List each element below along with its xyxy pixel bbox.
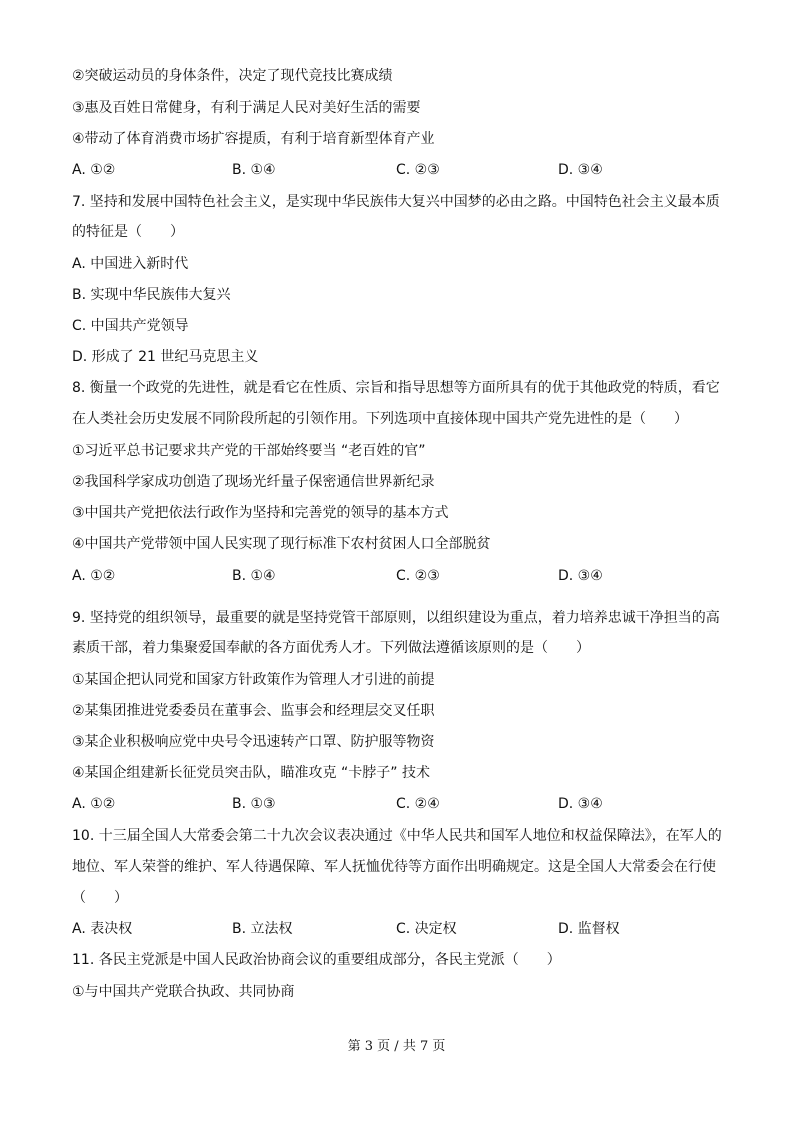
q7-stem-line-2: 的特征是（ ） xyxy=(72,224,184,240)
q6-option-d: D. ③④ xyxy=(558,162,603,178)
q6-item-4: ④带动了体育消费市场扩容提质，有利于培育新型体育产业 xyxy=(72,131,435,147)
q9-stem-line-2: 素质干部，着力集聚爱国奉献的各方面优秀人才。下列做法遵循该原则的是（ ） xyxy=(72,640,590,656)
q9-item-3: ③某企业积极响应党中央号令迅速转产口罩、防护服等物资 xyxy=(72,734,435,750)
q9-option-c: C. ②④ xyxy=(396,796,440,812)
q7-stem-line-1: 7. 坚持和发展中国特色社会主义，是实现中华民族伟大复兴中国梦的必由之路。中国特色社会主义最本质 xyxy=(72,194,720,210)
q7-option-c: C. 中国共产党领导 xyxy=(72,318,189,334)
q9-option-b: B. ①③ xyxy=(232,796,276,812)
q7-option-b: B. 实现中华民族伟大复兴 xyxy=(72,287,231,303)
q9-option-d: D. ③④ xyxy=(558,796,603,812)
q8-item-2: ②我国科学家成功创造了现场光纤量子保密通信世界新纪录 xyxy=(72,474,435,490)
page-number-footer: 第 3 页 / 共 7 页 xyxy=(347,1039,446,1054)
q10-option-d: D. 监督权 xyxy=(558,921,620,937)
q6-item-2: ②突破运动员的身体条件，决定了现代竞技比赛成绩 xyxy=(72,68,393,84)
q8-item-3: ③中国共产党把依法行政作为坚持和完善党的领导的基本方式 xyxy=(72,505,449,521)
q6-option-a: A. ①② xyxy=(72,162,116,178)
q10-option-b: B. 立法权 xyxy=(232,921,293,937)
q8-option-d: D. ③④ xyxy=(558,568,603,584)
q8-option-c: C. ②③ xyxy=(396,568,440,584)
q6-item-3: ③惠及百姓日常健身，有利于满足人民对美好生活的需要 xyxy=(72,100,421,116)
q8-option-a: A. ①② xyxy=(72,568,116,584)
q10-option-a: A. 表决权 xyxy=(72,921,133,937)
q7-option-a: A. 中国进入新时代 xyxy=(72,256,189,272)
q10-stem-line-3: （ ） xyxy=(72,890,128,906)
q10-option-c: C. 决定权 xyxy=(396,921,457,937)
q11-stem-line-1: 11. 各民主党派是中国人民政治协商会议的重要组成部分，各民主党派（ ） xyxy=(72,952,561,968)
q8-item-1: ①习近平总书记要求共产党的干部始终要当 “老百姓的官” xyxy=(72,443,426,459)
q8-item-4: ④中国共产党带领中国人民实现了现行标准下农村贫困人口全部脱贫 xyxy=(72,536,491,552)
q9-item-4: ④某国企组建新长征党员突击队，瞄准攻克 “卡脖子” 技术 xyxy=(72,765,430,781)
q6-option-b: B. ①④ xyxy=(232,162,276,178)
q9-item-1: ①某国企把认同党和国家方针政策作为管理人才引进的前提 xyxy=(72,672,435,688)
q9-option-a: A. ①② xyxy=(72,796,116,812)
q9-item-2: ②某集团推进党委委员在董事会、监事会和经理层交叉任职 xyxy=(72,703,435,719)
q8-stem-line-1: 8. 衡量一个政党的先进性，就是看它在性质、宗旨和指导思想等方面所具有的优于其他政党的特质，看它 xyxy=(72,380,720,396)
q7-option-d: D. 形成了 21 世纪马克思主义 xyxy=(72,349,259,365)
q8-stem-line-2: 在人类社会历史发展不同阶段所起的引领作用。下列选项中直接体现中国共产党先进性的是（ ） xyxy=(72,411,688,427)
q11-item-1: ①与中国共产党联合执政、共同协商 xyxy=(72,984,295,1000)
q6-option-c: C. ②③ xyxy=(396,162,440,178)
q10-stem-line-2: 地位、军人荣誉的维护、军人待遇保障、军人抚恤优待等方面作出明确规定。这是全国人大常委会在行使 xyxy=(72,859,716,875)
q8-option-b: B. ①④ xyxy=(232,568,276,584)
q10-stem-line-1: 10. 十三届全国人大常委会第二十九次会议表决通过《中华人民共和国军人地位和权益保障法》，在军人的 xyxy=(72,828,722,844)
q9-stem-line-1: 9. 坚持党的组织领导，最重要的就是坚持党管干部原则，以组织建设为重点，着力培养忠诚干净担当的高 xyxy=(72,610,720,626)
